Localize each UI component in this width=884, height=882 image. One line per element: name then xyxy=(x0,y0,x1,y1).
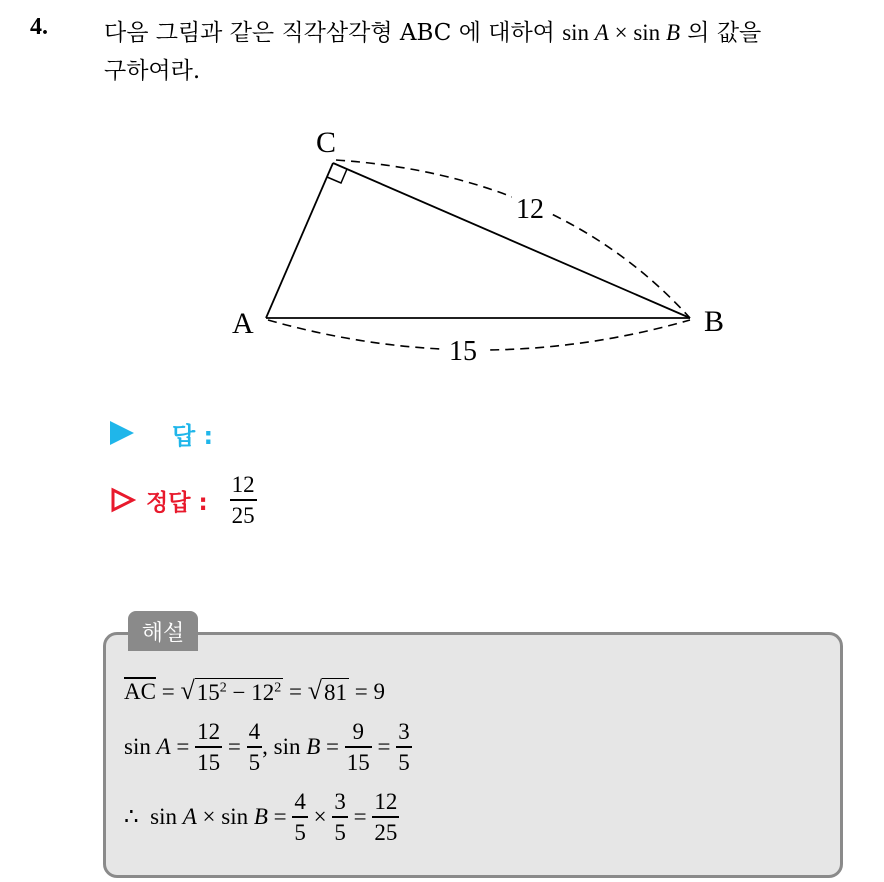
correct-answer-row xyxy=(110,470,257,530)
side-bc-label: 12 xyxy=(516,194,544,225)
side-cb xyxy=(333,163,690,318)
sqrt-expression-2: √ 81 xyxy=(307,676,347,705)
vertex-c-label: C xyxy=(316,126,337,159)
explanation-line-2: sin A = $\frac{12}{15}$ = $\frac{4}{5}$ , sin B = $\frac{9}{15}$ = $\frac{3}{5}$ xyxy=(124,719,410,775)
filled-triangle-icon xyxy=(110,421,134,445)
explanation-content xyxy=(124,672,412,852)
explanation-line-1: $\overline{AC}$ = √ $15^2 - 12^2$ = √ 81 = 9 xyxy=(124,676,385,705)
question-number: 4. xyxy=(30,14,48,40)
vertex-a-label: A xyxy=(232,307,254,340)
explanation-line-3: ∴ sin A × sin B = $\frac{4}{5}$ × $\frac{3}{5}$ = $\frac{12}{25}$ xyxy=(124,789,398,845)
answer-row xyxy=(110,416,213,450)
question-text-line2: 구하여라. xyxy=(104,58,201,84)
vertex-b-label: B xyxy=(704,305,725,338)
correct-answer-label: 정답 : xyxy=(146,489,208,516)
outline-triangle-icon xyxy=(110,487,136,513)
correct-answer-fraction: $\frac{12}{25}$ xyxy=(231,472,255,528)
sqrt-expression-1: √ $15^2 - 12^2$ xyxy=(180,676,282,705)
triangle-figure xyxy=(0,0,884,400)
question-text-part1: 다음 그림과 같은 직각삼각형 ABC 에 대하여 xyxy=(104,20,563,46)
explanation-tab: 해설 xyxy=(128,611,198,651)
side-ab-label: 15 xyxy=(449,336,477,367)
question-text-part2: 의 값을 xyxy=(680,20,762,46)
question-math: sin A × sin B xyxy=(562,20,680,45)
side-ac xyxy=(266,163,333,318)
answer-label: 답 : xyxy=(172,421,214,450)
